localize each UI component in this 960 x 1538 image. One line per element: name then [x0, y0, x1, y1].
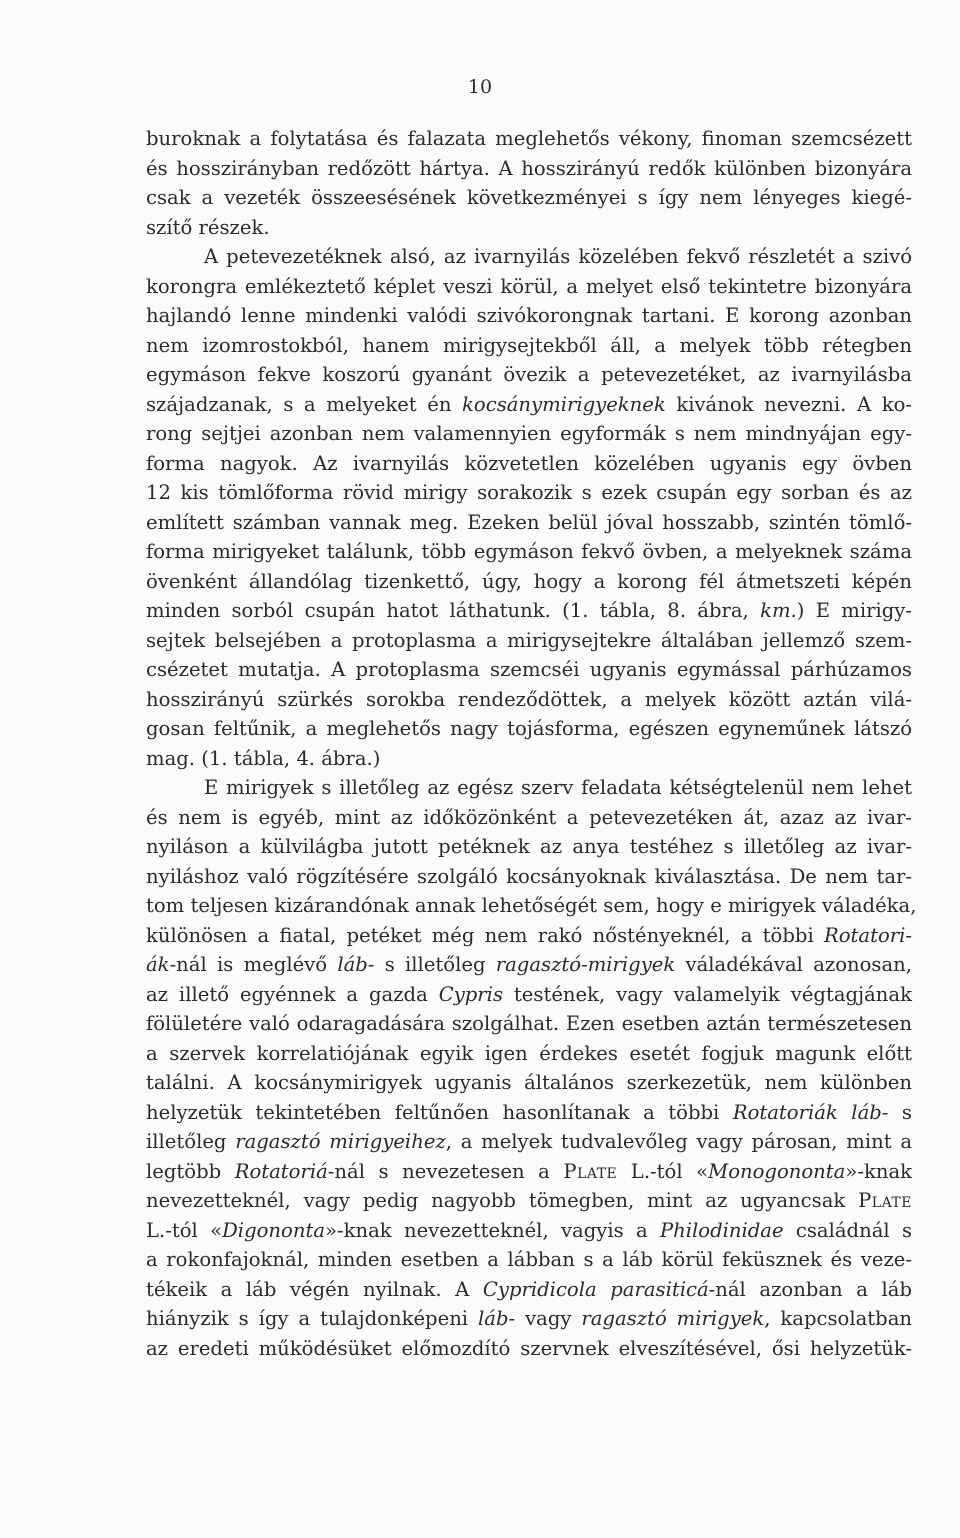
text-line	[146, 449, 912, 479]
text-segment: forma nagyok. Az ivarnyilás közvetetlen közelében ugyanis egy övben	[146, 451, 912, 475]
text-segment: vagy	[515, 1307, 582, 1330]
text-segment: a rokonfajoknál, minden esetben a lábban s a láb körül feküsznek és veze-	[146, 1248, 912, 1271]
text-segment: az illető egyénnek a gazda	[146, 982, 439, 1006]
text-segment: gosan feltűnik, a meglehetős nagy tojásforma, egészen egyneműnek látszó	[146, 717, 912, 740]
text-segment: 12 kis tömlőforma rövid mirigy sorakozik s ezek csupán egy sorban és az	[146, 481, 912, 504]
text-line	[146, 626, 912, 656]
text-segment: nyiláson a külvilágba jutott petéknek az anya testéhez s illetőleg az ivar-	[146, 835, 912, 858]
italic-term: Philodinidae	[659, 1218, 784, 1242]
text-segment: és nem is egyéb, mint az időközönként a petevezetéken át, azaz az ivar-	[146, 805, 912, 829]
text-line	[146, 862, 912, 892]
text-line	[146, 832, 912, 862]
italic-term: Monogononta	[708, 1159, 846, 1183]
italic-term: Rotatori-	[823, 923, 912, 947]
text-line	[146, 567, 912, 597]
text-segment: »-knak	[845, 1159, 913, 1183]
text-line	[146, 1009, 912, 1039]
text-segment: váladékával azonosan,	[675, 953, 912, 976]
italic-term: Rotatoriá	[234, 1159, 328, 1183]
page-number: 10	[467, 76, 493, 98]
text-line	[146, 744, 912, 774]
text-segment: csak a vezeték összeesésének következményei s így nem lényeges kiegé-	[146, 186, 912, 209]
text-segment: tom teljesen kizárandónak annak lehetőségét sem, hogy e mirigyek váladéka,	[146, 894, 917, 917]
text-segment: családnál s	[783, 1218, 913, 1242]
text-line	[146, 1068, 912, 1098]
text-segment: különösen a fiatal, petéket még nem rakó nőstényeknél, a többi	[146, 923, 824, 947]
text-segment: L.-tól «	[146, 1218, 223, 1242]
body-text	[146, 124, 917, 1363]
text-line	[146, 301, 912, 331]
text-line	[146, 537, 912, 567]
text-line	[146, 331, 912, 361]
text-line	[146, 419, 912, 449]
text-segment: nyiláshoz való rögzítésére szolgáló kocsányoknak kiválasztása. De nem tar-	[146, 864, 912, 888]
author-name: Plate	[563, 1159, 618, 1183]
text-segment: az eredeti működésüket előmozdító szervnek elveszítésével, ősi helyzetük-	[146, 1336, 912, 1360]
text-segment: fölületére való odaragadására szolgálhat. Ezen esetben aztán természetesen	[146, 1012, 912, 1035]
text-segment: hosszirányú szürkés sorokba rendeződöttek, a melyek között aztán vilá-	[146, 687, 912, 711]
text-segment: -nál s nevezetesen a	[327, 1159, 564, 1183]
text-line	[146, 213, 912, 243]
text-line	[146, 124, 912, 154]
text-segment: , a melyek tudvalevőleg vagy párosan, mint a	[445, 1130, 912, 1153]
text-line	[146, 655, 912, 685]
text-line	[146, 891, 917, 921]
text-segment: E mirigyek s illetőleg az egész szerv feladata kétségtelenül nem lehet	[204, 776, 912, 799]
text-segment: tékeik a láb végén nyilnak. A	[146, 1277, 483, 1301]
text-segment: s	[888, 1100, 912, 1124]
text-line	[146, 980, 912, 1010]
text-segment: , kapcsolatban	[764, 1307, 913, 1330]
text-segment: illetőleg	[146, 1130, 236, 1153]
text-segment: sejtek belsejében a protoplasma a mirigysejtekre általában jellemző szem-	[146, 628, 912, 652]
text-line	[146, 272, 912, 302]
text-line	[146, 1157, 912, 1187]
italic-term: Digononta	[222, 1218, 325, 1242]
text-line	[146, 1039, 912, 1069]
author-name: Plate	[858, 1189, 912, 1212]
text-line	[146, 508, 912, 538]
text-segment: szítő részek.	[146, 215, 270, 239]
text-segment: hiányzik s így a tulajdonképeni	[146, 1307, 479, 1330]
text-segment: nevezetteknél, vagy pedig nagyobb tömegben, mint az ugyancsak	[146, 1189, 859, 1212]
text-line	[146, 360, 912, 390]
text-segment: mag. (1. tábla, 4. ábra.)	[146, 746, 381, 770]
text-line	[146, 773, 912, 803]
text-line	[146, 242, 912, 272]
text-segment: forma mirigyeket találunk, több egymáson fekvő övben, a melyeknek száma	[146, 540, 912, 563]
italic-term: kocsánymirigyeknek	[462, 392, 666, 416]
text-line	[146, 478, 912, 508]
italic-term: Rotatoriák láb-	[732, 1100, 889, 1124]
text-segment: találni. A kocsánymirigyek ugyanis általános szerkezetük, nem különben	[146, 1071, 912, 1094]
text-line	[146, 1334, 912, 1364]
text-segment: buroknak a folytatása és falazata meglehetős vékony, finoman szemcsézett	[146, 127, 912, 150]
italic-term: ragasztó-mirigyek	[495, 953, 676, 976]
text-segment: helyzetük tekintetében feltűnően hasonlítanak a többi	[146, 1100, 733, 1124]
text-line	[146, 154, 912, 184]
text-segment: testének, vagy valamelyik végtagjának	[503, 982, 912, 1006]
text-segment: s illetőleg	[374, 953, 496, 976]
text-segment: minden sorból csupán hatot láthatunk. (1. tábla, 8. ábra,	[146, 599, 761, 622]
italic-term: Cypridicola parasiticá	[482, 1277, 709, 1301]
text-segment: L.-tól «	[617, 1159, 709, 1183]
text-segment: említett számban vannak meg. Ezeken belül jóval hosszabb, szintén tömlő-	[146, 510, 912, 534]
text-segment: övenként állandólag tizenkettő, úgy, hogy a korong fél átmetszeti képén	[146, 569, 912, 593]
text-line	[146, 1098, 912, 1128]
text-line	[146, 1186, 912, 1216]
text-line	[146, 803, 912, 833]
text-segment: ) E mirigy-	[796, 599, 912, 622]
text-line	[146, 714, 912, 744]
text-segment: korongra emlékeztető képlet veszi körül, a melyet első tekintetre bizonyára	[146, 274, 912, 298]
text-segment: csézetet mutatja. A protoplasma szemcséi ugyanis egymással párhúzamos	[146, 658, 912, 681]
text-segment: szájadzanak, s a melyeket én	[146, 392, 463, 416]
italic-term: km.	[760, 599, 797, 622]
text-segment: a szervek korrelatiójának egyik igen érdekes esetét fogjuk magunk előtt	[146, 1041, 912, 1065]
italic-term: Cypris	[438, 982, 503, 1006]
text-line	[146, 596, 912, 626]
italic-term: láb-	[478, 1307, 516, 1330]
text-segment: legtöbb	[146, 1159, 235, 1183]
text-line	[146, 1304, 912, 1334]
text-line	[146, 183, 912, 213]
text-segment: -nál is meglévő	[169, 953, 338, 976]
text-segment: kivánok nevezni. A ko-	[665, 392, 912, 416]
text-line	[146, 1245, 912, 1275]
text-line	[146, 1127, 912, 1157]
text-line	[146, 950, 912, 980]
text-line	[146, 1216, 912, 1246]
text-segment: hajlandó lenne mindenki valódi szivókorongnak tartani. E korong azonban	[146, 304, 912, 327]
italic-term: láb-	[337, 953, 375, 976]
text-line	[146, 390, 912, 420]
italic-term: ragasztó mirigyek	[581, 1307, 765, 1330]
text-segment: és hosszirányban redőzött hártya. A hosszirányú redők különben bizonyára	[146, 156, 912, 180]
text-segment: egymáson fekve koszorú gyanánt övezik a petevezetéket, az ivarnyilásba	[146, 363, 912, 386]
text-segment: rong sejtjei azonban nem valamennyien egyformák s nem mindnyájan egy-	[146, 422, 912, 445]
text-segment: A petevezetéknek alsó, az ivarnyilás közelében fekvő részletét a szivó	[204, 245, 912, 268]
italic-term: ák	[146, 953, 170, 976]
text-segment: »-knak nevezetteknél, vagyis a	[325, 1218, 660, 1242]
text-line	[146, 1275, 912, 1305]
text-line	[146, 685, 912, 715]
italic-term: ragasztó mirigyeihez	[235, 1130, 446, 1153]
text-segment: nem izomrostokból, hanem mirigysejtekből áll, a melyek több rétegben	[146, 333, 912, 357]
text-segment: -nál azonban a láb	[708, 1277, 912, 1301]
text-line	[146, 921, 912, 951]
